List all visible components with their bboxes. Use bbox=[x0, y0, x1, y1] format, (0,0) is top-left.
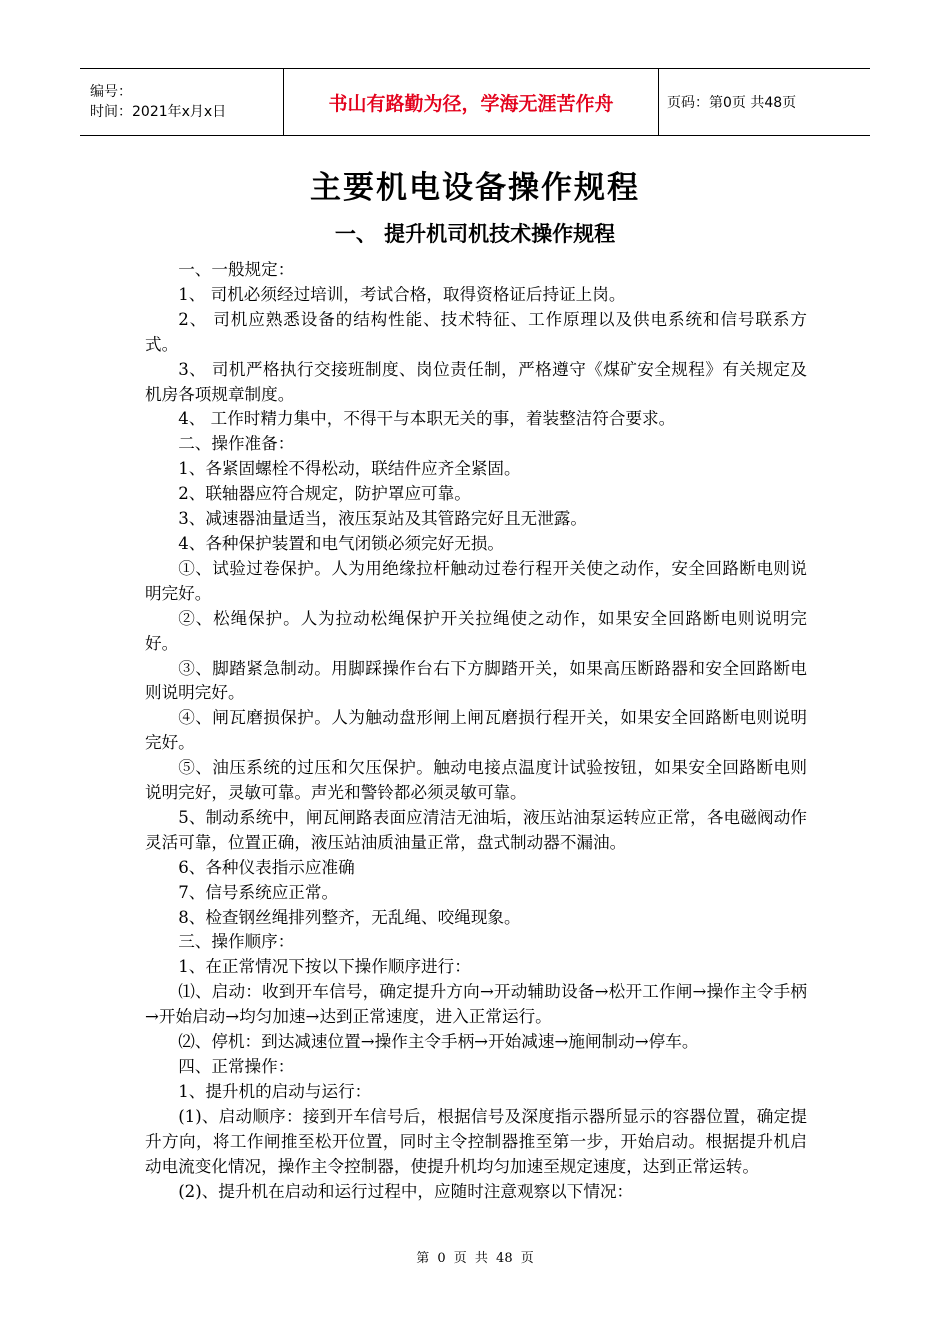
paragraph: 2、 司机应熟悉设备的结构性能、技术特征、工作原理以及供电系统和信号联系方式。 bbox=[145, 309, 807, 354]
paragraph: 1、在正常情况下按以下操作顺序进行： bbox=[178, 957, 471, 977]
paragraph: (2)、提升机在启动和运行过程中，应随时注意观察以下情况： bbox=[178, 1181, 634, 1201]
paragraph: 1、各紧固螺栓不得松动，联结件应齐全紧固。 bbox=[178, 459, 521, 479]
code-label: 编号： bbox=[90, 84, 132, 100]
page-footer: 第 0 页 共 48 页 bbox=[416, 1251, 534, 1266]
document-body bbox=[145, 258, 807, 1204]
header-page-label: 页码：第0页 共48页 bbox=[667, 95, 797, 111]
paragraph: 6、各种仪表指示应准确 bbox=[178, 857, 355, 877]
date-label: 时间：2021年x月x日 bbox=[90, 104, 227, 120]
paragraph: 8、检查钢丝绳排列整齐，无乱绳、咬绳现象。 bbox=[178, 907, 521, 927]
header-motto: 书山有路勤为径，学海无涯苦作舟 bbox=[284, 69, 659, 136]
document-title: 主要机电设备操作规程 bbox=[310, 170, 640, 206]
paragraph: (1)、启动顺序：接到开车信号后，根据信号及深度指示器所显示的容器位置，确定提升方向，将工作闸推至松开位置，同时主令控制器推至第一步，开始启动。根据提升机启动电流变化情况，操作主令控制器，使提升机均匀加速至规定速度，达到正常运转。 bbox=[145, 1106, 807, 1176]
paragraph: ①、试验过卷保护。人为用绝缘拉杆触动过卷行程开关使之动作，安全回路断电则说明完好。 bbox=[145, 558, 807, 603]
paragraph: ⑵、停机：到达减速位置→操作主令手柄→开始减速→施闸制动→停车。 bbox=[178, 1032, 699, 1052]
section-title: 一、 提升机司机技术操作规程 bbox=[334, 221, 616, 246]
paragraph: ③、脚踏紧急制动。用脚踩操作台右下方脚踏开关，如果高压断路器和安全回路断电则说明完好。 bbox=[145, 658, 807, 703]
paragraph: 2、联轴器应符合规定，防护罩应可靠。 bbox=[178, 484, 471, 504]
paragraph: 1、提升机的启动与运行： bbox=[178, 1081, 372, 1101]
paragraph: 5、制动系统中，闸瓦闸路表面应清洁无油垢，液压站油泵运转应正常，各电磁阀动作灵活可靠，位置正确，液压站油质油量正常，盘式制动器不漏油。 bbox=[145, 807, 807, 852]
paragraph: 4、各种保护装置和电气闭锁必须完好无损。 bbox=[178, 533, 505, 553]
paragraph: 一、一般规定： bbox=[178, 260, 295, 279]
paragraph: ⑤、油压系统的过压和欠压保护。触动电接点温度计试验按钮，如果安全回路断电则说明完好，灵敏可靠。声光和警铃都必须灵敏可靠。 bbox=[145, 758, 807, 803]
paragraph: 7、信号系统应正常。 bbox=[178, 882, 339, 902]
paragraph: 1、 司机必须经过培训，考试合格，取得资格证后持证上岗。 bbox=[178, 284, 626, 304]
header-meta-cell bbox=[80, 69, 284, 136]
paragraph: 3、减速器油量适当，液压泵站及其管路完好且无泄露。 bbox=[178, 509, 587, 529]
paragraph: ⑴、启动：收到开车信号，确定提升方向→开动辅助设备→松开工作闸→操作主令手柄→开始启动→均匀加速→达到正常速度，进入正常运行。 bbox=[145, 982, 807, 1027]
paragraph: ④、闸瓦磨损保护。人为触动盘形闸上闸瓦磨损行程开关，如果安全回路断电则说明完好。 bbox=[145, 708, 807, 753]
paragraph: 二、操作准备： bbox=[178, 434, 295, 454]
paragraph: 三、操作顺序： bbox=[178, 932, 295, 952]
document-header bbox=[80, 68, 870, 136]
paragraph: 3、 司机严格执行交接班制度、岗位责任制，严格遵守《煤矿安全规程》有关规定及机房各项规章制度。 bbox=[145, 359, 807, 404]
paragraph: 四、正常操作： bbox=[178, 1057, 295, 1076]
paragraph: 4、 工作时精力集中，不得干与本职无关的事，着装整洁符合要求。 bbox=[178, 409, 676, 429]
paragraph: ②、松绳保护。人为拉动松绳保护开关拉绳使之动作，如果安全回路断电则说明完好。 bbox=[145, 608, 807, 653]
